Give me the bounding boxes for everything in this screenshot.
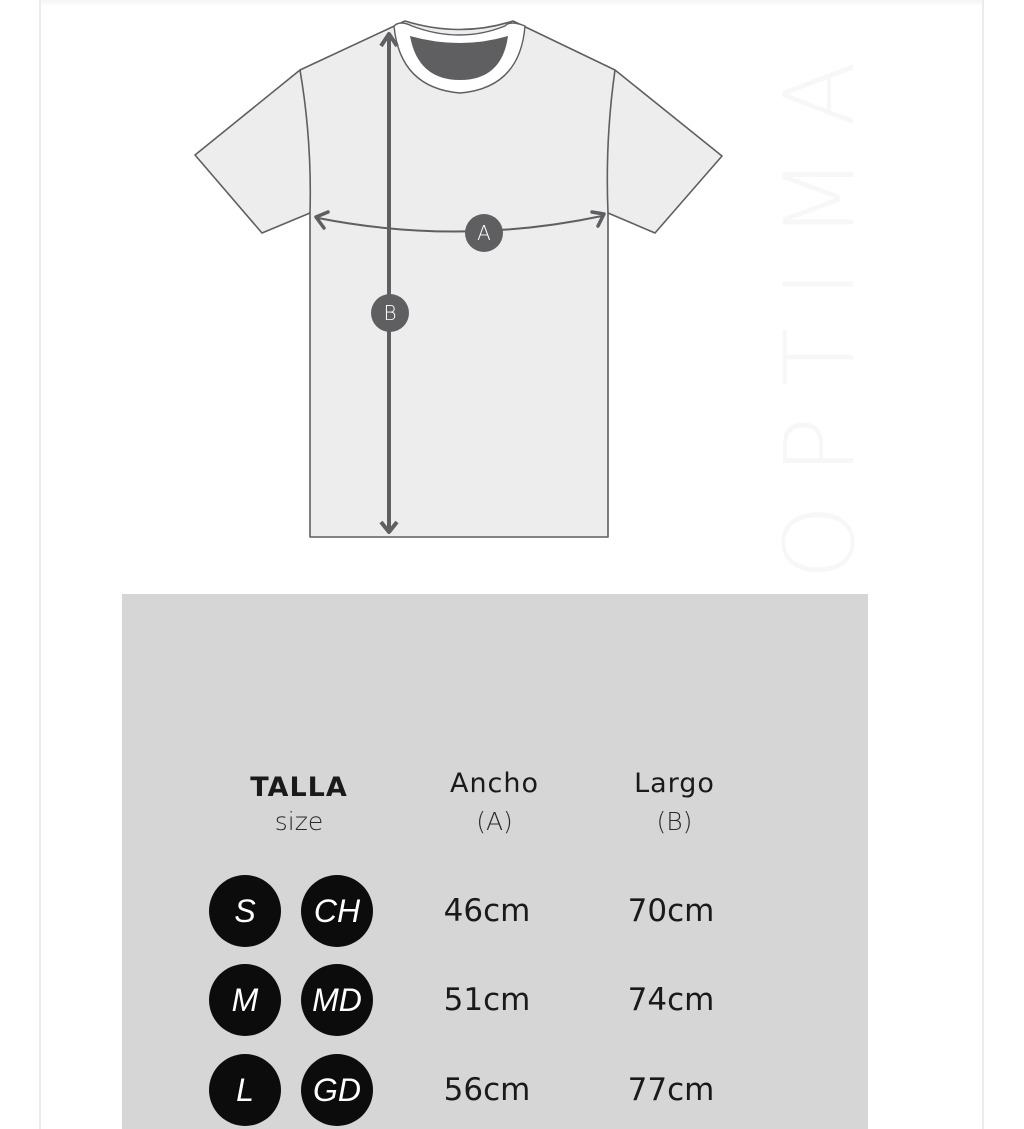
size-badge-intl: M bbox=[209, 964, 281, 1036]
size-header-title: TALLA bbox=[250, 772, 348, 803]
size-badge-intl: S bbox=[209, 875, 281, 947]
size-badge-local: MD bbox=[301, 964, 373, 1036]
length-header-subtitle: (B) bbox=[656, 807, 693, 836]
width-value: 51cm bbox=[443, 982, 531, 1018]
length-value: 70cm bbox=[627, 893, 715, 929]
column-header-width bbox=[412, 768, 577, 838]
size-badge-local: GD bbox=[301, 1054, 373, 1126]
table-row bbox=[122, 875, 868, 947]
width-value: 46cm bbox=[443, 893, 531, 929]
watermark-text: OPTIMA bbox=[764, 31, 876, 580]
table-row bbox=[122, 964, 868, 1036]
width-marker-label: A bbox=[477, 221, 491, 245]
size-badge-intl: L bbox=[209, 1054, 281, 1126]
length-marker-label: B bbox=[383, 301, 397, 325]
length-value: 77cm bbox=[627, 1072, 715, 1108]
length-value: 74cm bbox=[627, 982, 715, 1018]
width-header-subtitle: (A) bbox=[476, 807, 513, 836]
column-header-size bbox=[224, 772, 374, 838]
size-badge-local: CH bbox=[301, 875, 373, 947]
width-value: 56cm bbox=[443, 1072, 531, 1108]
column-header-length bbox=[592, 768, 757, 838]
length-header-title: Largo bbox=[634, 768, 715, 799]
table-row bbox=[122, 1054, 868, 1126]
size-chart-table bbox=[122, 594, 868, 1129]
size-header-subtitle: size bbox=[274, 807, 324, 836]
width-header-title: Ancho bbox=[449, 768, 540, 799]
